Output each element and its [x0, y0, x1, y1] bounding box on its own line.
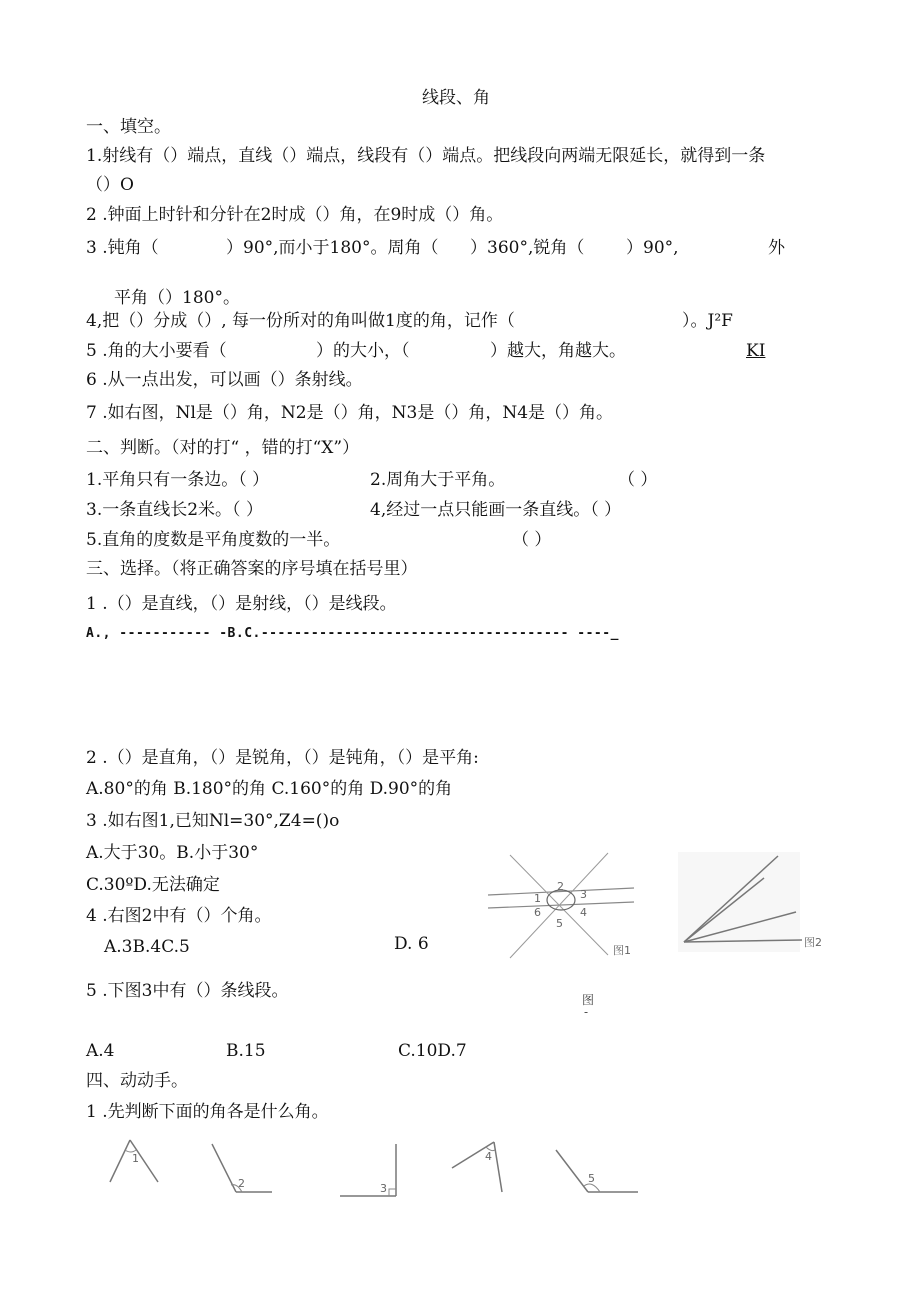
fig1-label: 图1: [613, 944, 631, 957]
section-3-heading: 三、选择。（将正确答案的序号填在括号里）: [86, 559, 418, 579]
figure-2: [678, 850, 838, 955]
q2-2-paren: （ ）: [618, 470, 658, 490]
angle-4: [452, 1142, 502, 1192]
fig3-label: 图: [582, 993, 595, 1007]
q1-3-part1: 3 .钝角（: [86, 238, 159, 258]
q3-3-text: 3 .如右图1,已知Nl=30°,Z4=()o: [86, 811, 340, 831]
fig1-num-2: 2: [557, 880, 564, 893]
q1-3-part5: 外: [768, 238, 785, 258]
q1-1-text-cont: （）O: [86, 175, 134, 195]
q2-5-text: 5.直角的度数是平角度数的一半。: [86, 530, 341, 550]
angle-1-num: 1: [132, 1152, 139, 1165]
q3-2-text: 2 .（）是直角，（）是锐角，（）是钝角，（）是平角:: [86, 748, 479, 768]
angle-1: [110, 1140, 158, 1182]
fig2-label: 图2: [804, 936, 822, 949]
q1-4-part1: 4,把（）分成（）, 每一份所对的角叫做1度的角，记作（: [86, 311, 515, 331]
q3-1-text: 1 .（）是直线，（）是射线，（）是线段。: [86, 594, 397, 614]
q1-5-part3: ）越大，角越大。: [490, 341, 626, 361]
q3-5-option-a: A.4: [86, 1041, 115, 1061]
fig1-num-3: 3: [580, 888, 587, 901]
q3-5-option-b: B.15: [226, 1041, 266, 1061]
angle-5: [556, 1150, 638, 1192]
q2-4-text: 4,经过一点只能画一条直线。（ ）: [370, 500, 622, 520]
q1-5-mark: KI: [746, 341, 766, 361]
q2-5-paren: （ ）: [512, 530, 552, 550]
angle-5-num: 5: [588, 1172, 595, 1185]
q1-3-text-cont: 平角（）180°。: [114, 288, 240, 308]
fig1-num-6: 6: [534, 906, 541, 919]
section-2-heading: 二、判断。（对的打“ ，错的打“X”）: [86, 438, 360, 458]
angle-2-num: 2: [238, 1177, 245, 1190]
q1-4-part2: ）。J²F: [682, 311, 733, 331]
q2-2-text: 2.周角大于平角。: [370, 470, 506, 490]
angle-2: [212, 1144, 272, 1192]
q3-4-options-1: A.3B.4C.5: [104, 937, 190, 957]
section-1-heading: 一、填空。: [86, 117, 171, 137]
q1-2-text: 2 .钟面上时针和分针在2时成（）角，在9时成（）角。: [86, 205, 504, 225]
q1-1-text: 1.射线有（）端点，直线（）端点，线段有（）端点。把线段向两端无限延长，就得到一条: [86, 146, 766, 166]
q1-5-part1: 5 .角的大小要看（: [86, 341, 227, 361]
q3-5-option-cd: C.10D.7: [398, 1041, 467, 1061]
page-title: 线段、角: [422, 88, 490, 108]
fig3-sub: -: [584, 1005, 589, 1019]
q3-2-options: A.80°的角 B.180°的角 C.160°的角 D.90°的角: [86, 779, 453, 799]
q1-5-part2: ）的大小，（: [316, 341, 410, 361]
q3-5-text: 5 .下图3中有（）条线段。: [86, 981, 289, 1001]
q1-3-part2: ）90°,而小于180°。周角（: [226, 238, 439, 258]
fig1-num-1: 1: [534, 892, 541, 905]
q1-6-text: 6 .从一点出发，可以画（）条射线。: [86, 370, 363, 390]
q3-4-options-2: D. 6: [394, 934, 429, 954]
q1-3-part4: ）90°,: [626, 238, 679, 258]
q3-3-options-1: A.大于30。B.小于30°: [86, 843, 259, 863]
fig1-num-5: 5: [556, 917, 563, 930]
q3-4-text: 4 .右图2中有（）个角。: [86, 906, 272, 926]
angle-4-num: 4: [485, 1150, 492, 1163]
fig1-num-4: 4: [580, 906, 587, 919]
q4-1-text: 1 .先判断下面的角各是什么角。: [86, 1102, 329, 1122]
q2-3-text: 3.一条直线长2米。（ ）: [86, 500, 263, 520]
q1-3-part3: ）360°,锐角（: [470, 238, 585, 258]
angle-3-num: 3: [380, 1182, 387, 1195]
section-4-heading: 四、动动手。: [86, 1071, 188, 1091]
q1-7-text: 7 .如右图，Nl是（）角，N2是（）角，N3是（）角，N4是（）角。: [86, 403, 614, 423]
figure-1: [488, 850, 648, 960]
angle-figures: [100, 1130, 660, 1205]
q2-1-text: 1.平角只有一条边。（ ）: [86, 470, 270, 490]
angle-3: [340, 1144, 396, 1196]
q3-1-lines: A., ----------- -B.C.------------------------------------- ----_: [86, 626, 619, 641]
q3-3-options-2: C.30ºD.无法确定: [86, 875, 220, 895]
